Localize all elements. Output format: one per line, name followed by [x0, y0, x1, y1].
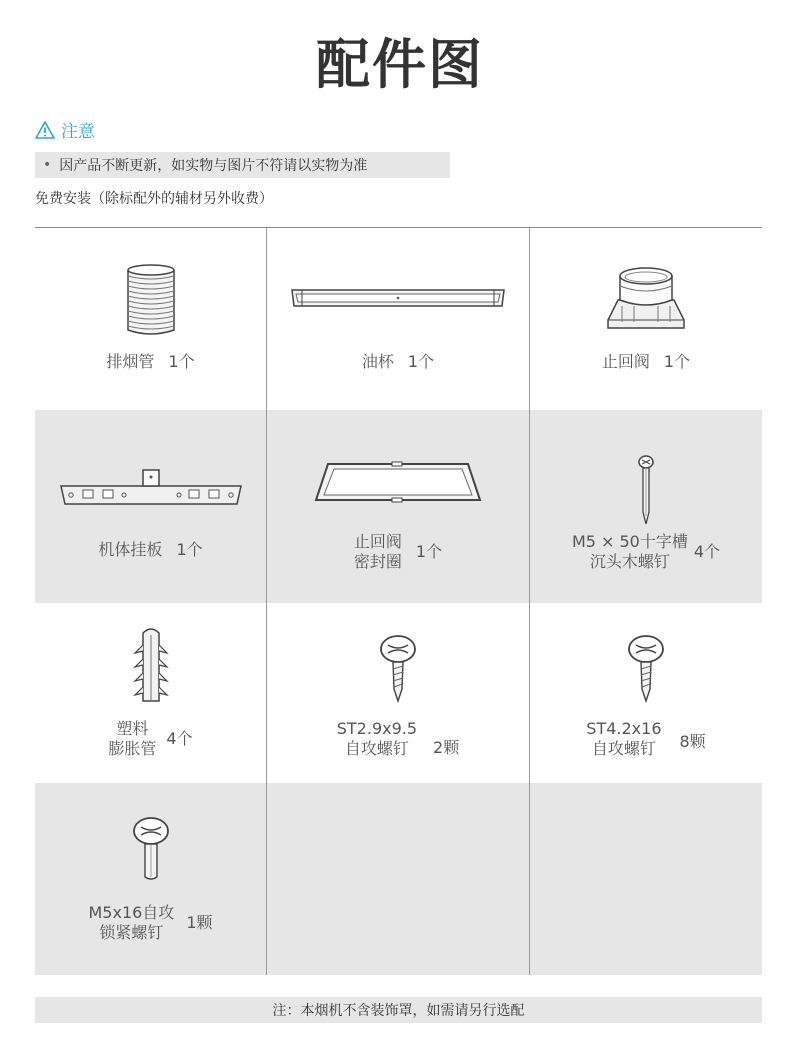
part-qty: 1个	[407, 352, 435, 371]
empty-cell	[529, 783, 762, 975]
part-qty: 4个	[166, 729, 193, 748]
part-name-line2: 密封圈	[353, 552, 402, 571]
part-name: 止回阀	[601, 352, 650, 371]
part-cell-hanging-plate	[35, 410, 266, 603]
part-qty: 8颗	[679, 732, 706, 751]
part-cell-tapping-screw-large	[529, 603, 762, 783]
notice-heading	[35, 117, 95, 142]
tapping-screw-icon	[626, 633, 666, 705]
part-name: 塑料	[116, 719, 149, 738]
empty-cell	[266, 783, 529, 975]
install-note: 免费安装（除标配外的辅材另外收费）	[35, 191, 273, 207]
parts-grid	[35, 228, 762, 975]
part-name: M5x16自攻	[88, 903, 175, 922]
part-cell-check-valve	[529, 228, 762, 410]
bullet-note	[35, 152, 450, 178]
part-name-line2: 沉头木螺钉	[589, 552, 670, 571]
parts-row	[35, 783, 762, 975]
part-name-line2: 自攻螺钉	[591, 739, 656, 758]
seal-ring-icon	[314, 460, 482, 508]
part-name: ST4.2x16	[586, 719, 662, 738]
parts-row	[35, 410, 762, 603]
bullet-dot: •	[43, 157, 52, 173]
locking-screw-icon	[131, 815, 171, 883]
part-name-line2: 锁紧螺钉	[99, 923, 164, 942]
part-name: 止回阀	[353, 532, 402, 551]
exhaust-pipe-icon	[126, 264, 176, 336]
part-cell-seal-ring	[266, 410, 529, 603]
part-cell-plastic-anchor	[35, 603, 266, 783]
part-name: M5 × 50十字槽	[571, 532, 688, 551]
part-qty: 1个	[663, 352, 691, 371]
part-cell-wood-screw	[529, 410, 762, 603]
part-name-line2: 膨胀管	[108, 739, 157, 758]
part-qty: 1个	[168, 352, 195, 371]
part-name: ST2.9x9.5	[336, 719, 418, 738]
notice-label: 注意	[61, 122, 95, 142]
wood-screw-icon	[636, 454, 656, 526]
tapping-screw-icon	[378, 633, 418, 705]
part-qty: 1个	[176, 540, 203, 559]
part-name: 油杯	[361, 352, 394, 371]
part-name: 排烟管	[106, 352, 155, 371]
part-cell-tapping-screw-small	[266, 603, 529, 783]
footer-note: 注：本烟机不含装饰罩，如需请另行选配	[35, 997, 762, 1023]
part-name: 机体挂板	[98, 540, 163, 559]
part-qty: 2颗	[433, 738, 460, 757]
part-qty: 1颗	[186, 913, 213, 932]
part-qty: 1个	[415, 542, 443, 561]
bullet-text: 因产品不断更新，如实物与图片不符请以实物为准	[59, 158, 368, 174]
warning-icon	[35, 121, 55, 139]
oil-cup-icon	[290, 284, 506, 314]
part-cell-exhaust-pipe	[35, 228, 266, 410]
parts-row	[35, 228, 762, 410]
part-name-line2: 自攻螺钉	[344, 739, 409, 758]
page-title: 配件图	[316, 33, 484, 96]
hanging-plate-icon	[59, 468, 243, 518]
part-cell-locking-screw	[35, 783, 266, 975]
plastic-anchor-icon	[131, 625, 171, 705]
part-qty: 4个	[693, 542, 721, 561]
check-valve-icon	[604, 266, 688, 334]
part-cell-oil-cup	[266, 228, 529, 410]
parts-row	[35, 603, 762, 783]
